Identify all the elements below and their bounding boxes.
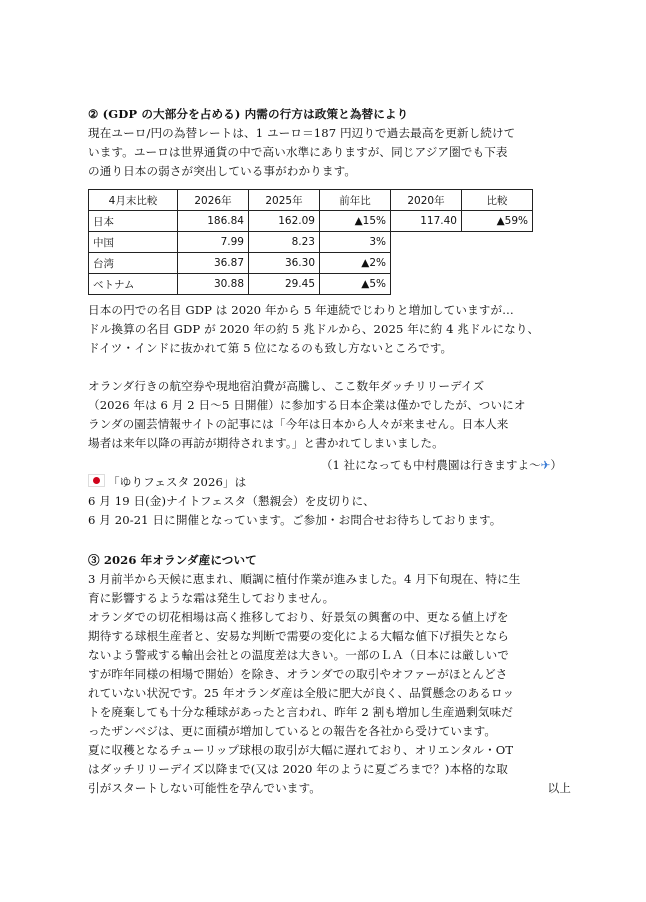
fest-line (88, 473, 246, 491)
intro-line: 現在ユーロ/円の為替レートは、1 ユーロ＝187 円辺りで過去最高を更新し続けて (88, 126, 516, 140)
netherlands-line: オランダ行きの航空券や現地宿泊費が高騰し、ここ数年ダッチリリーデイズ (88, 379, 485, 393)
table-header: 2026年 (178, 190, 249, 211)
table-header: 4月末比較 (89, 190, 178, 211)
table-cell: ▲15% (320, 211, 391, 232)
table-cell: 162.09 (249, 211, 320, 232)
table-cell: 30.88 (178, 274, 249, 295)
table-row (89, 274, 533, 295)
table-header-row (89, 190, 533, 211)
fest-title: 「ゆりフェスタ 2026」は (108, 475, 247, 489)
body-line: 夏に収穫となるチューリップ球根の取引が大幅に遅れており、オリエンタル・OT (88, 743, 514, 757)
table-cell: 36.87 (178, 253, 249, 274)
table-cell-empty (391, 253, 462, 274)
table-cell: 29.45 (249, 274, 320, 295)
fest-line: 6 月 19 日(金)ナイトフェスタ（懇親会）を皮切りに、 (88, 494, 375, 508)
table-cell: 日本 (89, 211, 178, 232)
table-cell: 117.40 (391, 211, 462, 232)
body-line: 引がスタートしない可能性を孕んでいます。 (88, 781, 321, 795)
gdp-line: ドル換算の名目 GDP が 2020 年の約 5 兆ドルから、2025 年に約 4 兆ドルになり、 (88, 322, 540, 336)
body-line: 育に影響するような霜は発生しておりません。 (88, 591, 335, 605)
body-line: 3 月前半から天候に恵まれ、順調に植付作業が進みました。4 月下旬現在、特に生 (88, 572, 521, 586)
intro-line: います。ユーロは世界通貨の中で高い水準にありますが、同じアジア圏でも下表 (88, 145, 508, 159)
table-cell: ベトナム (89, 274, 178, 295)
table-cell: 7.99 (178, 232, 249, 253)
exchange-rate-table (88, 189, 533, 295)
body-line: すが昨年同様の相場で開始）を除き、オランダでの取引やオファーがほとんどさ (88, 667, 508, 681)
table-cell: 台湾 (89, 253, 178, 274)
table-row (89, 253, 533, 274)
gdp-line: ドイツ・インドに抜かれて第 5 位になるのも致し方ないところです。 (88, 341, 453, 355)
body-line: ないよう警戒する輸出会社との温度差は大きい。一部のＬＡ（日本には厳しいで (88, 648, 509, 662)
table-cell: 8.23 (249, 232, 320, 253)
netherlands-line: 場者は来年以降の再訪が期待されます。」と書かれてしまいました。 (88, 436, 444, 450)
table-cell-empty (462, 274, 533, 295)
body-line: 期待する球根生産者と、安易な判断で需要の変化による大幅な値下げ損失となら (88, 629, 509, 643)
table-cell: ▲5% (320, 274, 391, 295)
table-row (89, 211, 533, 232)
body-line: はダッチリリーデイズ以降まで(又は 2020 年のように夏ごろまで？)本格的な取 (88, 762, 508, 776)
table-cell: 36.30 (249, 253, 320, 274)
table-header: 2025年 (249, 190, 320, 211)
table-cell-empty (391, 232, 462, 253)
table-cell: 186.84 (178, 211, 249, 232)
table-header: 比較 (462, 190, 533, 211)
body-line: ったザンベジは、更に面積が増加しているとの報告を各社から受けています。 (88, 724, 497, 738)
section2-heading: ② (GDP の大部分を占める) 内需の行方は政策と為替により (88, 107, 409, 121)
table-cell-empty (462, 253, 533, 274)
table-cell-empty (462, 232, 533, 253)
table-cell: ▲2% (320, 253, 391, 274)
table-cell-empty (391, 274, 462, 295)
body-line: れていない状況です。25 年オランダ産は全般に肥大が良く、品質懸念のあるロッ (88, 686, 515, 700)
airplane-icon: ✈ (540, 458, 551, 472)
intro-line: の通り日本の弱さが突出している事がわかります。 (88, 164, 357, 178)
table-cell: 3% (320, 232, 391, 253)
gdp-line: 日本の円での名目 GDP は 2020 年から 5 年連続でじわりと増加していますが… (88, 303, 514, 317)
japan-flag-icon (88, 474, 105, 487)
netherlands-line: ランダの園芸情報サイトの記事には「今年は日本から人々が来ません。日本人来 (88, 417, 509, 431)
table-cell: 中国 (89, 232, 178, 253)
table-header: 2020年 (391, 190, 462, 211)
closing-text: 以上 (547, 781, 571, 795)
table-header: 前年比 (320, 190, 391, 211)
aside-text: （1 社になっても中村農園は行きますよ～ (320, 458, 541, 472)
section3-heading: ③ 2026 年オランダ産について (88, 553, 257, 567)
table-row (89, 232, 533, 253)
fest-line: 6 月 20-21 日に開催となっています。ご参加・お問合せお待ちしております。 (88, 513, 502, 527)
body-line: オランダでの切花相場は高く推移しており、好景気の興奮の中、更なる値上げを (88, 610, 509, 624)
body-line: トを廃棄しても十分な種球があったと言われ、昨年 2 割も増加し生産過剰気味だ (88, 705, 513, 719)
table-cell: ▲59% (462, 211, 533, 232)
aside-note: （1 社になっても中村農園は行きますよ～✈） (320, 458, 562, 472)
netherlands-line: （2026 年は 6 月 2 日～5 日開催）に参加する日本企業は僅かでしたが、ついにオ (88, 398, 526, 412)
